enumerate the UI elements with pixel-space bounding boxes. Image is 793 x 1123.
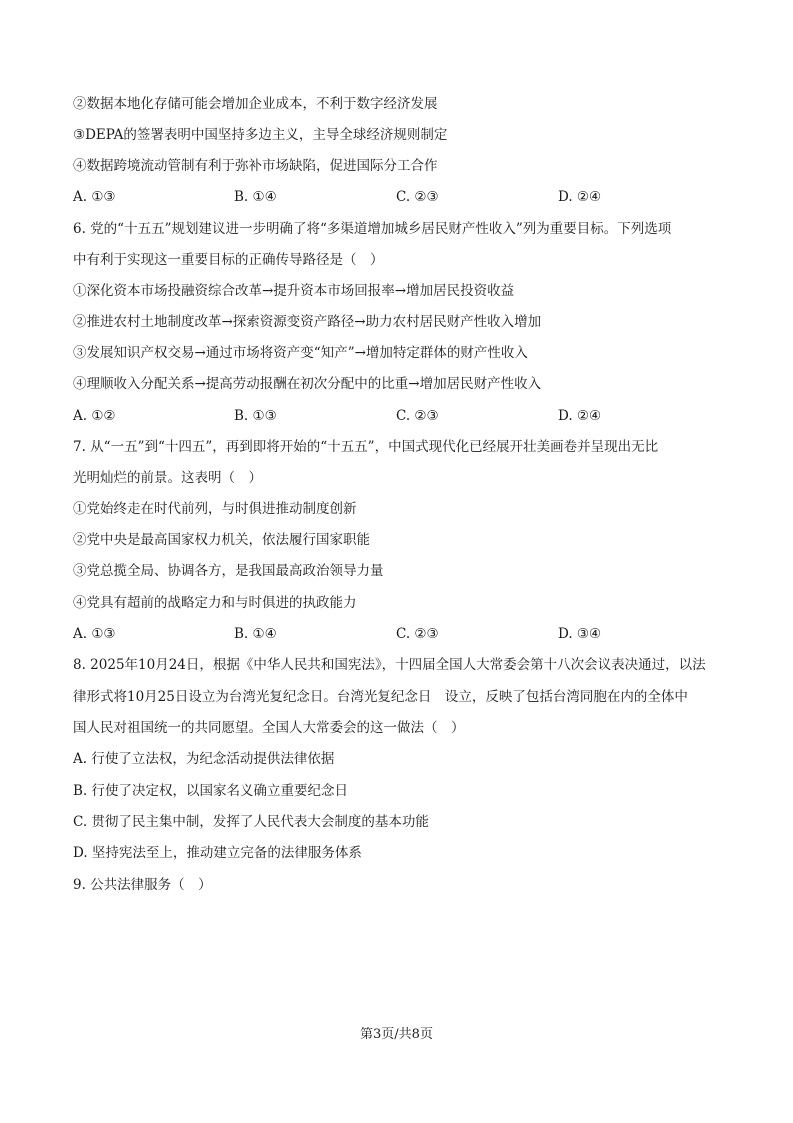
q5-item-3: ③DEPA的签署表明中国坚持多边主义，主导全球经济规则制定 bbox=[73, 127, 448, 143]
q7-option-a: A. ①③ bbox=[73, 626, 116, 642]
page-number-footer: 第3页/共8页 bbox=[360, 1027, 433, 1042]
q8-choice-c: C. 贯彻了民主集中制，发挥了人民代表大会制度的基本功能 bbox=[73, 814, 429, 830]
q7-item-4: ④党具有超前的战略定力和与时俱进的执政能力 bbox=[73, 595, 357, 611]
q6-item-3: ③发展知识产权交易→通过市场将资产变“知产”→增加特定群体的财产性收入 bbox=[73, 345, 528, 361]
q7-option-b: B. ①④ bbox=[234, 626, 277, 642]
q6-option-a: A. ①② bbox=[73, 408, 116, 424]
q6-stem-line-1: 6. 党的“十五五”规划建议进一步明确了将“多渠道增加城乡居民财产性收入”列为重要目标。下列选项 bbox=[73, 221, 672, 237]
q7-option-d: D. ③④ bbox=[558, 626, 602, 642]
q8-choice-d: D. 坚持宪法至上，推动建立完备的法律服务体系 bbox=[73, 845, 362, 861]
q7-item-3: ③党总揽全局、协调各方，是我国最高政治领导力量 bbox=[73, 563, 384, 579]
q7-item-2: ②党中央是最高国家权力机关，依法履行国家职能 bbox=[73, 532, 370, 548]
q6-item-1: ①深化资本市场投融资综合改革→提升资本市场回报率→增加居民投资收益 bbox=[73, 283, 515, 299]
q5-option-b: B. ①④ bbox=[234, 189, 277, 205]
q5-options bbox=[73, 188, 733, 206]
q7-stem-line-2: 光明灿烂的前景。这表明（ ） bbox=[73, 470, 262, 486]
q9-stem: 9. 公共法律服务（ ） bbox=[73, 877, 212, 893]
q5-option-d: D. ②④ bbox=[558, 189, 602, 205]
q8-stem-line-1: 8. 2025年10月24日，根据《中华人民共和国宪法》，十四届全国人大常委会第十八次会议表决通过，以法 bbox=[73, 657, 706, 673]
q6-item-2: ②推进农村土地制度改革→探索资源变资产路径→助力农村居民财产性收入增加 bbox=[73, 314, 542, 330]
q6-stem-line-2: 中有利于实现这一重要目标的正确传导路径是（ ） bbox=[73, 252, 384, 268]
q8-choice-b: B. 行使了决定权，以国家名义确立重要纪念日 bbox=[73, 783, 349, 799]
q5-item-4: ④数据跨境流动管制有利于弥补市场缺陷，促进国际分工合作 bbox=[73, 158, 438, 174]
q5-option-a: A. ①③ bbox=[73, 189, 116, 205]
q8-stem-line-3: 国人民对祖国统一的共同愿望。全国人大常委会的这一做法（ ） bbox=[73, 720, 465, 736]
q7-item-1: ①党始终走在时代前列，与时俱进推动制度创新 bbox=[73, 501, 357, 517]
q5-item-2: ②数据本地化存储可能会增加企业成本，不利于数字经济发展 bbox=[73, 96, 438, 112]
q5-option-c: C. ②③ bbox=[396, 189, 439, 205]
q6-options bbox=[73, 407, 733, 425]
q7-option-c: C. ②③ bbox=[396, 626, 439, 642]
q6-option-c: C. ②③ bbox=[396, 408, 439, 424]
q6-item-4: ④理顺收入分配关系→提高劳动报酬在初次分配中的比重→增加居民财产性收入 bbox=[73, 376, 542, 392]
q7-stem-line-1: 7. 从“一五”到“十四五”，再到即将开始的“十五五”，中国式现代化已经展开壮美画卷并呈现出无比 bbox=[73, 439, 659, 455]
q7-options bbox=[73, 625, 733, 643]
q8-choice-a: A. 行使了立法权，为纪念活动提供法律依据 bbox=[73, 751, 335, 767]
q6-option-d: D. ②④ bbox=[558, 408, 602, 424]
q6-option-b: B. ①③ bbox=[234, 408, 277, 424]
q8-stem-line-2: 律形式将10月25日设立为台湾光复纪念日。台湾光复纪念日 设立，反映了包括台湾同胞在内的全体中 bbox=[73, 689, 688, 705]
